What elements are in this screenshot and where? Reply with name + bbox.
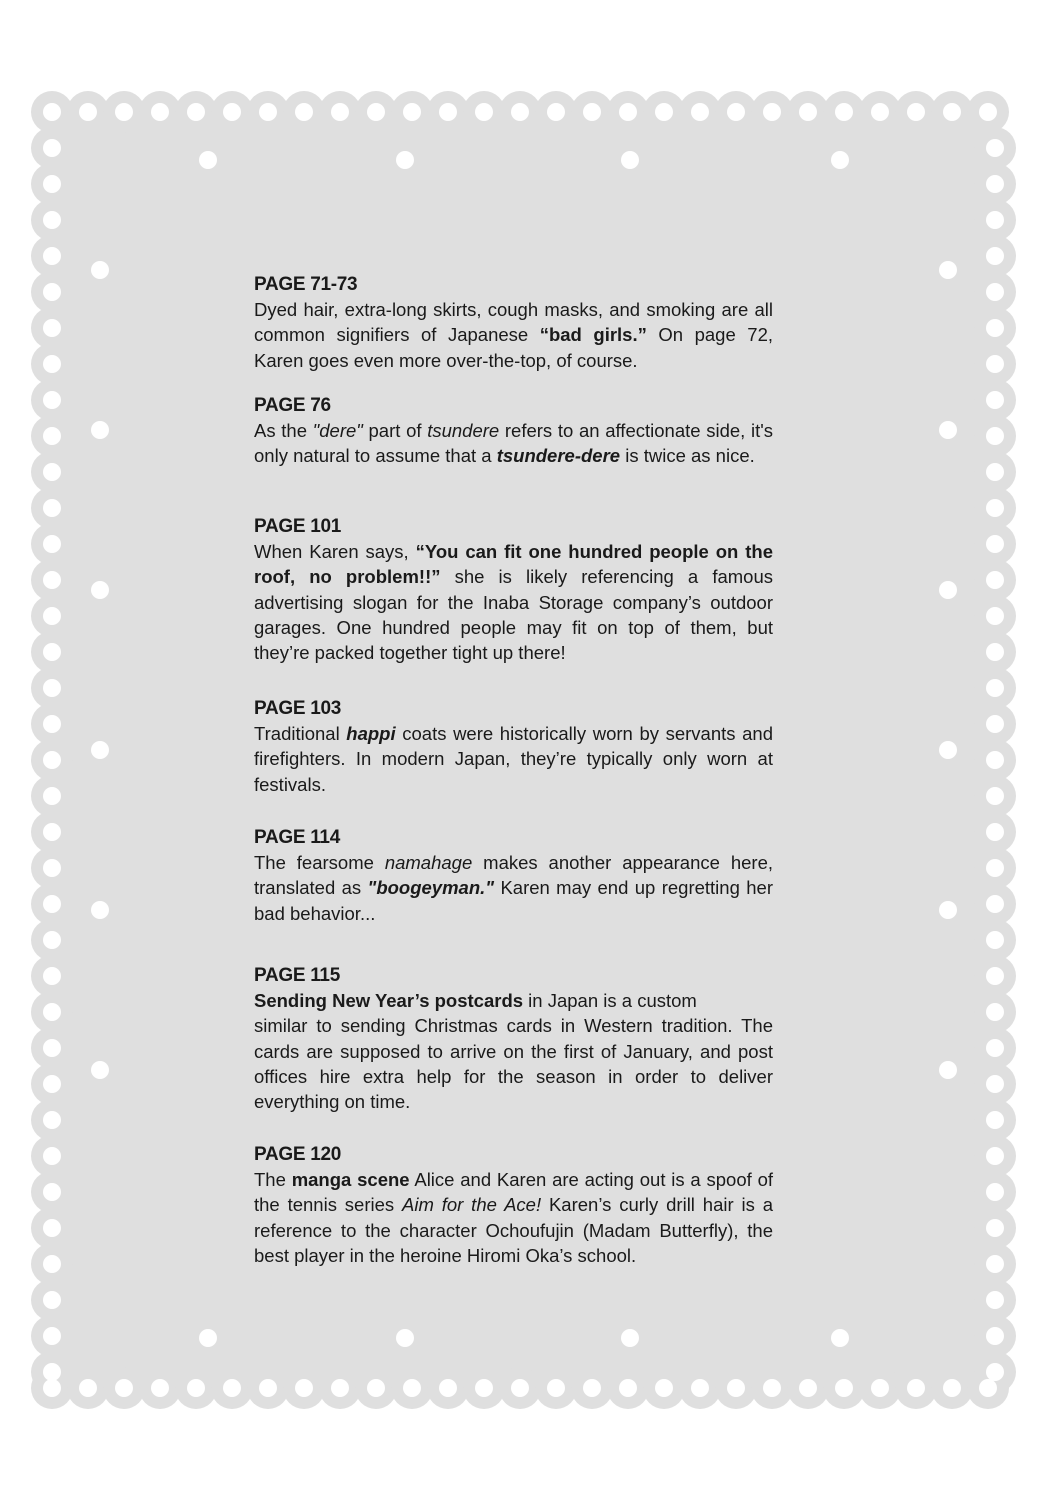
scallop-hole bbox=[43, 1379, 61, 1397]
note-section bbox=[254, 272, 773, 373]
scallop-hole bbox=[986, 859, 1004, 877]
scallop-hole bbox=[986, 931, 1004, 949]
scallop-hole bbox=[187, 103, 205, 121]
emphasized-text: "boogeyman." bbox=[367, 877, 495, 899]
scallop-hole bbox=[43, 175, 61, 193]
scallop-hole bbox=[475, 103, 493, 121]
scallop-hole bbox=[986, 463, 1004, 481]
body-text: The bbox=[254, 1169, 292, 1190]
scallop-hole bbox=[43, 571, 61, 589]
scallop-hole bbox=[979, 103, 997, 121]
scallop-hole bbox=[691, 103, 709, 121]
scallop-hole bbox=[43, 1363, 61, 1381]
body-text: refers to an affectionate side, it's only natural to assume that a bbox=[254, 420, 774, 467]
scallop-hole bbox=[43, 787, 61, 805]
body-text: Dyed hair, extra-long skirts, cough masks, and smoking are all common signifiers of Japanese bbox=[254, 299, 773, 346]
note-section bbox=[254, 393, 773, 469]
scallop-hole bbox=[986, 715, 1004, 733]
note-body bbox=[254, 721, 773, 797]
scallop-hole bbox=[43, 715, 61, 733]
scallop-hole bbox=[986, 1147, 1004, 1165]
emphasized-text: Sending New Year’s postcards bbox=[254, 990, 524, 1011]
scallop-hole bbox=[986, 1219, 1004, 1237]
scallop-hole bbox=[511, 103, 529, 121]
scallop-hole bbox=[943, 103, 961, 121]
scallop-hole bbox=[986, 1075, 1004, 1093]
doily-hole bbox=[939, 261, 957, 279]
scallop-hole bbox=[115, 1379, 133, 1397]
scallop-hole bbox=[986, 247, 1004, 265]
scallop-hole bbox=[907, 103, 925, 121]
body-text: Traditional bbox=[254, 723, 347, 744]
scallop-hole bbox=[619, 103, 637, 121]
doily-hole bbox=[396, 151, 414, 169]
note-page-heading: PAGE 101 bbox=[254, 516, 342, 537]
scallop-hole bbox=[943, 1379, 961, 1397]
scallop-hole bbox=[547, 103, 565, 121]
scallop-hole bbox=[986, 211, 1004, 229]
note-body bbox=[254, 539, 773, 665]
scallop-hole bbox=[43, 391, 61, 409]
emphasized-text: “bad girls.” bbox=[539, 324, 647, 346]
scallop-hole bbox=[223, 1379, 241, 1397]
scallop-hole bbox=[43, 1039, 61, 1057]
scallop-hole bbox=[986, 1255, 1004, 1273]
scallop-hole bbox=[986, 283, 1004, 301]
scallop-hole bbox=[986, 427, 1004, 445]
scallop-hole bbox=[439, 103, 457, 121]
scallop-hole bbox=[43, 211, 61, 229]
scallop-hole bbox=[79, 103, 97, 121]
scallop-hole bbox=[907, 1379, 925, 1397]
scallop-hole bbox=[43, 355, 61, 373]
scallop-hole bbox=[986, 967, 1004, 985]
scallop-hole bbox=[475, 1379, 493, 1397]
note-page-heading: PAGE 103 bbox=[254, 698, 342, 719]
scallop-hole bbox=[986, 787, 1004, 805]
scallop-hole bbox=[986, 643, 1004, 661]
scallop-hole bbox=[986, 679, 1004, 697]
scallop-hole bbox=[43, 859, 61, 877]
body-text: Karen may end up regretting her bad behavior... bbox=[254, 877, 773, 924]
scallop-hole bbox=[43, 1111, 61, 1129]
emphasized-text: tsundere bbox=[427, 420, 500, 441]
scallop-hole bbox=[727, 1379, 745, 1397]
doily-hole bbox=[621, 1329, 639, 1347]
doily-hole bbox=[396, 1329, 414, 1347]
scallop-hole bbox=[331, 103, 349, 121]
body-text: On page 72, Karen goes even more over-the-top, of course. bbox=[254, 324, 773, 371]
doily-hole bbox=[939, 581, 957, 599]
scallop-hole bbox=[43, 967, 61, 985]
scallop-hole bbox=[986, 1291, 1004, 1309]
scallop-hole bbox=[799, 103, 817, 121]
body-text: When Karen says, bbox=[254, 541, 416, 562]
scallop-hole bbox=[835, 1379, 853, 1397]
doily-hole bbox=[939, 741, 957, 759]
scallop-hole bbox=[986, 1327, 1004, 1345]
scallop-hole bbox=[986, 1183, 1004, 1201]
doily-hole bbox=[199, 1329, 217, 1347]
scallop-hole bbox=[763, 103, 781, 121]
scallop-hole bbox=[367, 103, 385, 121]
scallop-hole bbox=[43, 1147, 61, 1165]
doily-hole bbox=[91, 421, 109, 439]
scallop-hole bbox=[986, 1039, 1004, 1057]
scallop-hole bbox=[43, 535, 61, 553]
scallop-hole bbox=[986, 1111, 1004, 1129]
doily-hole bbox=[831, 151, 849, 169]
scallop-hole bbox=[43, 1075, 61, 1093]
scallop-hole bbox=[403, 1379, 421, 1397]
scallop-hole bbox=[259, 103, 277, 121]
doily-hole bbox=[199, 151, 217, 169]
body-text: Alice and Karen are acting out is a spoof of the tennis series bbox=[254, 1169, 773, 1216]
scallop-hole bbox=[43, 895, 61, 913]
doily-hole bbox=[91, 1061, 109, 1079]
scallop-hole bbox=[799, 1379, 817, 1397]
scallop-hole bbox=[986, 355, 1004, 373]
scallop-hole bbox=[295, 103, 313, 121]
scallop-hole bbox=[43, 247, 61, 265]
scallop-hole bbox=[986, 499, 1004, 517]
scallop-hole bbox=[43, 1255, 61, 1273]
scallop-hole bbox=[43, 139, 61, 157]
scallop-hole bbox=[986, 139, 1004, 157]
scallop-hole bbox=[691, 1379, 709, 1397]
scallop-hole bbox=[223, 103, 241, 121]
scallop-hole bbox=[871, 1379, 889, 1397]
note-section bbox=[254, 696, 773, 797]
emphasized-text: Aim for the Ace! bbox=[402, 1194, 542, 1216]
scallop-hole bbox=[43, 607, 61, 625]
scallop-hole bbox=[115, 103, 133, 121]
scallop-hole bbox=[43, 751, 61, 769]
body-text: she is likely referencing a famous advertising slogan for the Inaba Storage company’s outdoor garages. One hundred people may fit on top of them, but they’re packed together tight up there! bbox=[254, 566, 773, 664]
scallop-hole bbox=[43, 1003, 61, 1021]
emphasized-text: happi bbox=[346, 723, 396, 744]
scallop-hole bbox=[367, 1379, 385, 1397]
scallop-hole bbox=[871, 103, 889, 121]
note-section bbox=[254, 1142, 773, 1268]
note-page-heading: PAGE 115 bbox=[254, 965, 340, 986]
doily-hole bbox=[91, 261, 109, 279]
scallop-hole bbox=[511, 1379, 529, 1397]
scallop-hole bbox=[986, 751, 1004, 769]
emphasized-text: tsundere-dere bbox=[496, 445, 621, 467]
doily-hole bbox=[939, 421, 957, 439]
scallop-hole bbox=[43, 283, 61, 301]
scallop-hole bbox=[583, 103, 601, 121]
scallop-hole bbox=[439, 1379, 457, 1397]
scallop-hole bbox=[151, 103, 169, 121]
scallop-hole bbox=[619, 1379, 637, 1397]
scallop-hole bbox=[986, 391, 1004, 409]
doily-hole bbox=[621, 151, 639, 169]
body-text: coats were historically worn by servants and firefighters. In modern Japan, they’re typically only worn at festivals. bbox=[254, 723, 773, 795]
scallop-hole bbox=[43, 1327, 61, 1345]
scallop-hole bbox=[986, 535, 1004, 553]
doily-hole bbox=[831, 1329, 849, 1347]
emphasized-text: “You can fit one hundred people on the roof, no problem!!” bbox=[254, 541, 773, 588]
scallop-hole bbox=[43, 931, 61, 949]
body-text: As the bbox=[254, 420, 313, 441]
scallop-hole bbox=[151, 1379, 169, 1397]
scallop-hole bbox=[583, 1379, 601, 1397]
scallop-hole bbox=[986, 1003, 1004, 1021]
scallop-hole bbox=[986, 1363, 1004, 1381]
scallop-hole bbox=[187, 1379, 205, 1397]
doily-hole bbox=[939, 901, 957, 919]
scallop-hole bbox=[43, 427, 61, 445]
scallop-hole bbox=[43, 463, 61, 481]
doily-hole bbox=[91, 741, 109, 759]
scallop-hole bbox=[986, 607, 1004, 625]
note-section bbox=[254, 963, 773, 1114]
body-text: makes another appearance here, translated as bbox=[254, 852, 773, 899]
note-body bbox=[254, 297, 773, 373]
doily-hole bbox=[91, 581, 109, 599]
scallop-hole bbox=[986, 319, 1004, 337]
scallop-hole bbox=[655, 1379, 673, 1397]
note-section bbox=[254, 825, 773, 926]
scallop-hole bbox=[986, 571, 1004, 589]
scallop-hole bbox=[835, 103, 853, 121]
scallop-hole bbox=[979, 1379, 997, 1397]
scallop-hole bbox=[655, 103, 673, 121]
body-text: Karen’s curly drill hair is a reference to the character Ochoufujin (Madam Butterfly), the best player in the heroine Hiromi Oka’s school. bbox=[254, 1194, 773, 1266]
scallop-hole bbox=[295, 1379, 313, 1397]
scallop-hole bbox=[986, 175, 1004, 193]
scallop-hole bbox=[986, 823, 1004, 841]
scallop-hole bbox=[547, 1379, 565, 1397]
scallop-hole bbox=[43, 679, 61, 697]
scallop-hole bbox=[331, 1379, 349, 1397]
note-page-heading: PAGE 114 bbox=[254, 827, 340, 848]
scallop-hole bbox=[43, 823, 61, 841]
scallop-hole bbox=[986, 895, 1004, 913]
doily-hole bbox=[939, 1061, 957, 1079]
body-text: is twice as nice. bbox=[620, 445, 755, 467]
scallop-hole bbox=[43, 643, 61, 661]
note-body bbox=[254, 1167, 773, 1268]
scallop-hole bbox=[79, 1379, 97, 1397]
body-text: part of bbox=[362, 420, 428, 441]
note-body bbox=[254, 988, 773, 1114]
note-page-heading: PAGE 76 bbox=[254, 395, 331, 416]
emphasized-text: namahage bbox=[384, 852, 473, 873]
scallop-hole bbox=[259, 1379, 277, 1397]
body-text: in Japan is a custom bbox=[523, 990, 697, 1011]
scallop-hole bbox=[763, 1379, 781, 1397]
scallop-hole bbox=[403, 103, 421, 121]
note-page-heading: PAGE 120 bbox=[254, 1144, 342, 1165]
body-text: The fearsome bbox=[254, 852, 385, 873]
emphasized-text: "dere" bbox=[312, 420, 363, 441]
scallop-hole bbox=[43, 319, 61, 337]
note-body bbox=[254, 418, 773, 469]
body-text: similar to sending Christmas cards in Western tradition. The cards are supposed to arrive on the first of January, and post offices hire extra help for the season in order to deliver everything on time. bbox=[254, 1015, 773, 1113]
note-section bbox=[254, 514, 773, 665]
note-page-heading: PAGE 71-73 bbox=[254, 274, 358, 295]
emphasized-text: manga scene bbox=[291, 1169, 410, 1190]
scallop-hole bbox=[43, 103, 61, 121]
scallop-hole bbox=[43, 1291, 61, 1309]
doily-hole bbox=[91, 901, 109, 919]
scallop-hole bbox=[43, 1183, 61, 1201]
scallop-hole bbox=[727, 103, 745, 121]
note-body bbox=[254, 850, 773, 926]
scallop-hole bbox=[43, 499, 61, 517]
scallop-hole bbox=[43, 1219, 61, 1237]
